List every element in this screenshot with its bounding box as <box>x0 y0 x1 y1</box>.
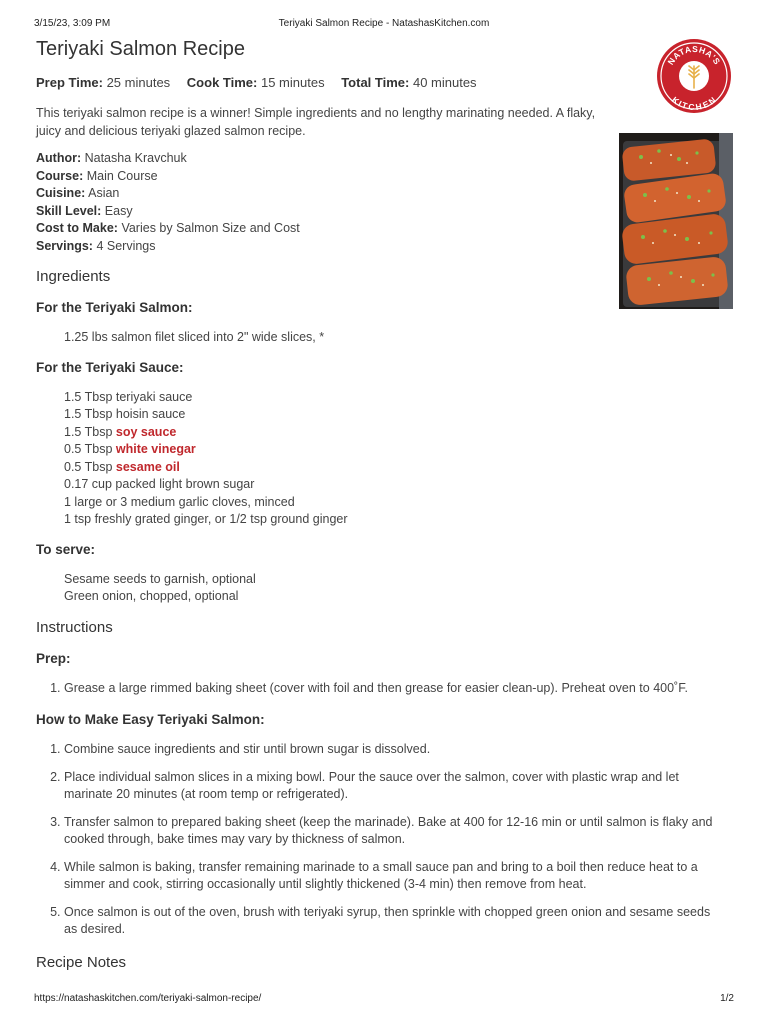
logo-text-top: NATASHA'S <box>665 43 723 67</box>
meta-label: Course: <box>36 168 84 183</box>
print-url: https://natashaskitchen.com/teriyaki-salmon-recipe/ <box>34 993 262 1004</box>
instruction-step: 4. While salmon is baking, transfer remaining marinade to a small sauce pan and bring to a boil then reduce heat to a simmer and cook, stirring occasionally until slightly thickened (3-4 min) then remove from heat. <box>64 859 726 894</box>
ingredient-group-heading: For the Teriyaki Sauce: <box>36 359 184 375</box>
ingredient-item <box>64 459 726 477</box>
ingredient-item: 0.17 cup packed light brown sugar <box>64 477 255 491</box>
ingredient-item <box>64 441 726 459</box>
ingredient-item: Sesame seeds to garnish, optional <box>64 571 256 586</box>
ingredient-item: 1 tsp freshly grated ginger, or 1/2 tsp ground ginger <box>64 512 348 526</box>
ingredient-item <box>64 424 726 442</box>
meta-row <box>36 150 726 168</box>
cook-time-label: Cook Time: <box>186 75 258 90</box>
instructions-heading: Instructions <box>36 618 113 636</box>
ingredient-item: 1 large or 3 medium garlic cloves, minced <box>64 494 295 509</box>
meta-label: Servings: <box>36 238 93 253</box>
ingredient-item: 1.25 lbs salmon filet sliced into 2" wide slices, * <box>64 330 325 344</box>
recipe-summary: This teriyaki salmon recipe is a winner! Simple ingredients and no lengthy marinating needed. A flaky, juicy and delicious teriyaki glazed salmon recipe. <box>36 106 596 138</box>
meta-row <box>36 168 726 186</box>
ingredient-item: 1.5 Tbsp teriyaki sauce <box>64 389 193 404</box>
ingredient-list <box>36 571 726 606</box>
recipe-title: Teriyaki Salmon Recipe <box>36 38 245 60</box>
instruction-step: 1. Combine sauce ingredients and stir until brown sugar is dissolved. <box>64 741 726 759</box>
ingredient-list <box>36 389 726 529</box>
print-doc-title: Teriyaki Salmon Recipe - NatashasKitchen.com <box>278 18 490 29</box>
ingredient-list <box>36 329 726 347</box>
ingredient-quantity: 0.5 Tbsp <box>64 442 116 456</box>
recipe-times <box>36 74 726 92</box>
total-time-value: 40 minutes <box>412 75 477 90</box>
ingredient-link-white-vinegar[interactable]: white vinegar <box>115 442 196 456</box>
meta-row <box>36 220 726 238</box>
ingredient-link-soy-sauce[interactable]: soy sauce <box>115 424 177 439</box>
meta-value: Varies by Salmon Size and Cost <box>121 221 300 235</box>
meta-label: Skill Level: <box>36 203 102 218</box>
meta-value: Main Course <box>86 168 158 183</box>
meta-value: Natasha Kravchuk <box>84 151 187 165</box>
print-datetime: 3/15/23, 3:09 PM <box>34 18 111 29</box>
meta-row <box>36 185 726 203</box>
meta-value: Easy <box>104 203 133 218</box>
ingredient-group-heading: For the Teriyaki Salmon: <box>36 300 193 315</box>
meta-label: Author: <box>36 151 82 165</box>
recipe-notes-heading: Recipe Notes <box>36 953 127 971</box>
meta-row <box>36 203 726 221</box>
meta-label: Cuisine: <box>36 186 86 200</box>
logo-text-bottom: KITCHEN <box>669 94 719 113</box>
cook-time-value: 15 minutes <box>260 75 325 90</box>
prep-time-label: Prep Time: <box>36 75 103 90</box>
print-footer <box>34 993 734 1007</box>
meta-label: Cost to Make: <box>36 221 118 235</box>
meta-row <box>36 238 726 256</box>
instruction-step: 5. Once salmon is out of the oven, brush with teriyaki syrup, then sprinkle with chopped green onion and sesame seeds as desired. <box>64 904 726 939</box>
instruction-step: 3. Transfer salmon to prepared baking sheet (keep the marinade). Bake at 400 for 12-16 min or until salmon is flaky and cooked through, bake times may vary by thickness of salmon. <box>64 814 726 849</box>
ingredient-group-heading: To serve: <box>36 541 96 557</box>
prep-time-value: 25 minutes <box>106 75 171 90</box>
instruction-step: 1. Grease a large rimmed baking sheet (cover with foil and then grease for easier clean-up). Preheat oven to 400˚F. <box>64 680 726 698</box>
page-number: 1/2 <box>720 993 734 1004</box>
ingredients-heading: Ingredients <box>36 268 111 285</box>
instruction-steps <box>36 680 726 698</box>
ingredient-item: Green onion, chopped, optional <box>64 589 239 603</box>
recipe-card <box>36 36 726 985</box>
meta-value: Asian <box>88 186 120 200</box>
recipe-meta <box>36 150 726 255</box>
instruction-steps <box>36 741 726 939</box>
meta-value: 4 Servings <box>96 238 156 253</box>
ingredient-link-sesame-oil[interactable]: sesame oil <box>115 459 180 474</box>
ingredient-item: 1.5 Tbsp hoisin sauce <box>64 407 186 421</box>
print-header <box>34 18 734 32</box>
instruction-group-heading: How to Make Easy Teriyaki Salmon: <box>36 712 265 727</box>
instruction-group-heading: Prep: <box>36 650 71 666</box>
ingredient-quantity: 1.5 Tbsp <box>64 424 116 439</box>
ingredient-quantity: 0.5 Tbsp <box>64 459 116 474</box>
instruction-step: 2. Place individual salmon slices in a mixing bowl. Pour the sauce over the salmon, cover with plastic wrap and let marinate 20 minutes (at room temp or refrigerated). <box>64 769 726 804</box>
total-time-label: Total Time: <box>341 75 410 90</box>
